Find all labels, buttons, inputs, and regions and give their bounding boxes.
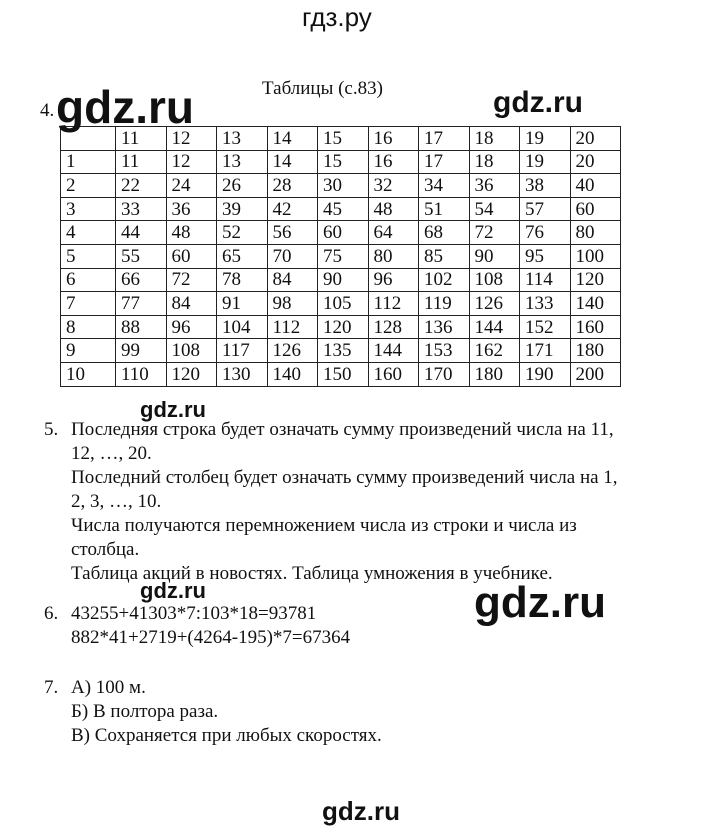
table-cell: 90 [318,268,369,292]
table-cell: 9 [61,339,116,363]
table-cell: 15 [318,150,369,174]
table-cell: 180 [469,362,520,386]
text-line: Последняя строка будет означать сумму произведений числа на 11, [71,419,614,440]
table-cell: 162 [469,339,520,363]
table-cell: 133 [520,292,571,316]
table-row [61,268,621,292]
table-cell: 68 [419,221,470,245]
table-cell: 56 [267,221,318,245]
table-cell: 120 [166,362,217,386]
table-cell: 33 [116,197,167,221]
watermark-mid-2: gdz.ru [140,578,206,603]
table-cell: 64 [368,221,419,245]
task-4-number: 4. [40,100,55,121]
table-cell: 1 [61,150,116,174]
table-cell: 112 [368,292,419,316]
text-line: Последний столбец будет означать сумму произведений числа на 1, [71,467,618,488]
table-cell: 152 [520,315,571,339]
table-cell: 19 [520,150,571,174]
table-cell: 57 [520,197,571,221]
table-cell: 160 [368,362,419,386]
table-cell: 17 [419,150,470,174]
table-cell: 13 [217,127,268,151]
table-cell: 14 [267,127,318,151]
table-cell: 126 [267,339,318,363]
answer-line: В) Сохраняется при любых скоростях. [71,725,382,746]
table-cell: 102 [419,268,470,292]
watermark-bottom: gdz.ru [322,796,400,826]
table-cell: 78 [217,268,268,292]
table-cell: 130 [217,362,268,386]
task-7-number: 7. [44,677,59,698]
text-line: Числа получаются перемножением числа из строки и числа из [71,515,577,536]
table-cell: 80 [368,244,419,268]
table-cell: 2 [61,174,116,198]
table-cell: 60 [318,221,369,245]
table-cell: 18 [469,150,520,174]
table-cell: 170 [419,362,470,386]
table-cell: 6 [61,268,116,292]
table-cell: 75 [318,244,369,268]
text-line: 2, 3, …, 10. [71,491,162,512]
table-cell: 16 [368,127,419,151]
table-cell: 136 [419,315,470,339]
table-cell: 120 [570,268,621,292]
table-cell: 22 [116,174,167,198]
table-cell: 28 [267,174,318,198]
table-cell: 80 [570,221,621,245]
table-cell: 100 [570,244,621,268]
equation-line: 882*41+2719+(4264-195)*7=67364 [71,627,351,648]
table-cell: 95 [520,244,571,268]
table-cell: 96 [368,268,419,292]
table-cell: 144 [469,315,520,339]
table-cell: 72 [469,221,520,245]
table-cell: 72 [166,268,217,292]
table-cell: 60 [570,197,621,221]
table-row [61,315,621,339]
table-cell: 48 [368,197,419,221]
table-cell: 76 [520,221,571,245]
table-cell: 144 [368,339,419,363]
table-cell: 98 [267,292,318,316]
table-row [61,150,621,174]
table-cell: 65 [217,244,268,268]
table-cell: 117 [217,339,268,363]
table-cell: 60 [166,244,217,268]
table-cell: 52 [217,221,268,245]
table-cell: 32 [368,174,419,198]
table-cell: 11 [116,150,167,174]
table-cell: 140 [267,362,318,386]
table-cell: 34 [419,174,470,198]
table-cell: 84 [267,268,318,292]
table-cell: 160 [570,315,621,339]
table-cell: 15 [318,127,369,151]
table-cell: 90 [469,244,520,268]
table-cell: 3 [61,197,116,221]
table-cell: 153 [419,339,470,363]
table-cell: 99 [116,339,167,363]
table-cell: 77 [116,292,167,316]
table-cell: 140 [570,292,621,316]
table-cell: 44 [116,221,167,245]
task-6-number: 6. [44,603,59,624]
table-cell: 150 [318,362,369,386]
table-cell: 91 [217,292,268,316]
table-cell: 110 [116,362,167,386]
table-cell: 26 [217,174,268,198]
equation-line: 43255+41303*7:103*18=93781 [71,603,317,624]
table-cell: 88 [116,315,167,339]
table-cell: 36 [166,197,217,221]
table-cell: 40 [570,174,621,198]
table-cell: 24 [166,174,217,198]
table-row [61,221,621,245]
table-cell: 19 [520,127,571,151]
table-cell: 12 [166,127,217,151]
table-cell: 105 [318,292,369,316]
table-row [61,197,621,221]
task-5-text [71,418,691,586]
text-line: Таблица акций в новостях. Таблица умножения в учебнике. [71,563,553,584]
task-5-number: 5. [44,419,59,440]
table-cell: 180 [570,339,621,363]
table-cell: 4 [61,221,116,245]
table-cell: 112 [267,315,318,339]
watermark-right-top: gdz.ru [493,86,583,119]
table-cell: 30 [318,174,369,198]
multiplication-table [60,126,621,387]
table-row [61,174,621,198]
table-cell: 119 [419,292,470,316]
answer-line: Б) В полтора раза. [71,701,219,722]
table-cell: 84 [166,292,217,316]
table-cell: 108 [166,339,217,363]
table-cell: 96 [166,315,217,339]
table-cell: 17 [419,127,470,151]
page-title: Таблицы (с.83) [262,78,383,99]
table-row [61,339,621,363]
table-cell: 51 [419,197,470,221]
table-cell: 11 [116,127,167,151]
text-line: 12, …, 20. [71,443,152,464]
table-cell: 55 [116,244,167,268]
watermark-right-big: gdz.ru [474,578,606,627]
table-cell: 171 [520,339,571,363]
table-cell: 108 [469,268,520,292]
table-cell: 48 [166,221,217,245]
table-cell: 18 [469,127,520,151]
table-row [61,292,621,316]
table-cell: 10 [61,362,116,386]
watermark-top: гдз.ру [302,2,372,32]
table-cell: 12 [166,150,217,174]
table-cell: 7 [61,292,116,316]
answer-line: А) 100 м. [71,677,146,698]
table-cell: 128 [368,315,419,339]
table-cell: 66 [116,268,167,292]
table-cell: 20 [570,127,621,151]
table-cell: 45 [318,197,369,221]
table-cell: 36 [469,174,520,198]
table-cell: 54 [469,197,520,221]
table-cell: 104 [217,315,268,339]
table-cell: 120 [318,315,369,339]
table-cell: 8 [61,315,116,339]
table-cell: 126 [469,292,520,316]
table-cell: 5 [61,244,116,268]
task-7-text [71,676,691,748]
table-row [61,362,621,386]
table-cell: 39 [217,197,268,221]
text-line: столбца. [71,539,140,560]
table-cell: 70 [267,244,318,268]
table-cell: 85 [419,244,470,268]
watermark-mid-1: gdz.ru [140,397,206,422]
table-row [61,244,621,268]
table-cell: 114 [520,268,571,292]
table-cell: 190 [520,362,571,386]
table-cell: 16 [368,150,419,174]
table-cell: 135 [318,339,369,363]
table-cell: 200 [570,362,621,386]
table-cell: 20 [570,150,621,174]
table-cell: 14 [267,150,318,174]
table-cell: 42 [267,197,318,221]
table-cell: 13 [217,150,268,174]
watermark-big-left: gdz.ru [56,81,194,133]
table-cell: 38 [520,174,571,198]
